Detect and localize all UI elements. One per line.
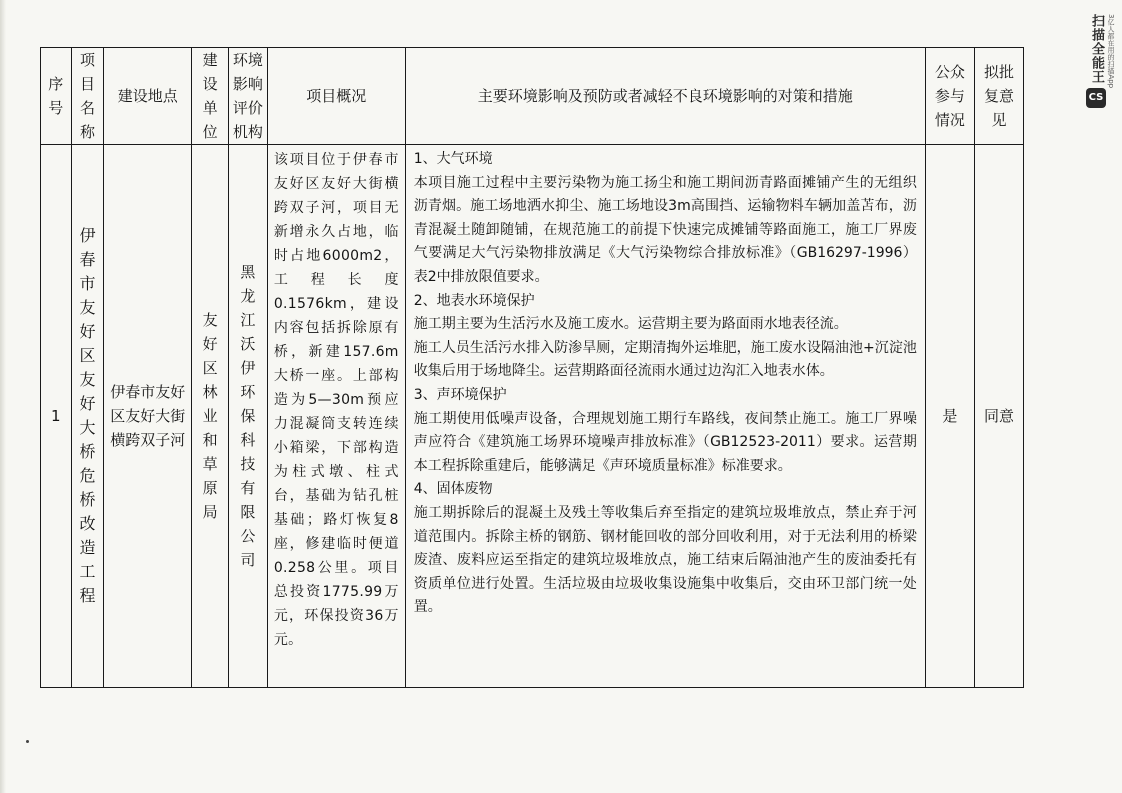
row-project-name: 伊春市友好区友好大桥危桥改造工程: [71, 145, 104, 688]
measure-heading-air: 1、大气环境: [413, 151, 493, 167]
cs-logo-icon: CS: [1086, 88, 1106, 108]
watermark-title: 扫描全能王: [1089, 14, 1104, 84]
row-location: 伊春市友好区友好大街横跨双子河: [104, 145, 192, 688]
header-construction-unit: 建设单位: [192, 48, 229, 145]
scanner-watermark: [1084, 14, 1118, 164]
measure-text-solid-waste: 施工期拆除后的混凝土及残土等收集后弃至指定的建筑垃圾堆放点，禁止弃于河道范围内。拆除主桥的钢筋、钢材能回收的部分回收利用，对于无法利用的桥梁废渣、废料应运至指定的建筑垃圾堆放点，施工结束后隔油池产生的废油委托有资质单位进行处置。生活垃圾由垃圾收集设施集中收集后，交由环卫部门统一处置。: [413, 504, 917, 616]
measure-text-noise: 施工期使用低噪声设备，合理规划施工期行车路线，夜间禁止施工。施工厂界噪声应符合《建筑施工场界环境噪声排放标准》（GB12523-2011）要求。运营期本工程拆除重建后，能够满足《声环境质量标准》标准要求。: [413, 410, 917, 474]
row-public-participation: 是: [925, 145, 974, 688]
header-eia-org: 环境影响评价机构: [228, 48, 267, 145]
measure-heading-noise: 3、声环境保护: [413, 386, 507, 403]
header-opinion: 拟批复意见: [974, 48, 1023, 145]
row-construction-unit: 友好区林业和草原局: [192, 145, 229, 688]
measure-heading-water: 2、地表水环境保护: [413, 292, 535, 309]
scan-speck: [26, 740, 29, 743]
row-index: 1: [41, 145, 72, 688]
row-eia-org: 黑龙江沃伊环保科技有限公司: [228, 145, 267, 688]
header-public-participation: 公众参与情况: [925, 48, 974, 145]
measure-text-water-1: 施工期主要为生活污水及施工废水。运营期主要为路面雨水地表径流。: [413, 316, 848, 333]
eia-approval-table: [40, 47, 1024, 688]
header-row: [41, 48, 1024, 145]
measure-text-air: 本项目施工过程中主要污染物为施工扬尘和施工期间沥青路面摊铺产生的无组织沥青烟。施工场地洒水抑尘、施工场地设3m高围挡、运输物料车辆加盖苫布，沥青混凝土随卸随铺，在规范施工的前提下快速完成摊铺等路面施工，施工厂界废气要满足大气污染物排放满足《大气污染物综合排放标准》（GB16297-1996）表2中排放限值要求。: [413, 174, 917, 285]
scan-edge: [0, 0, 6, 793]
row-overview: 该项目位于伊春市友好区友好大街横跨双子河，项目无新增永久占地，临时占地6000m2，工程长度0.1576km，建设内容包括拆除原有桥，新建157.6m大桥一座。上部构造为5—30m预应力混凝筒支转连续小箱梁，下部构造为柱式墩、柱式台，基础为钻孔桩基础；路灯恢复8座，修建临时便道0.258公里。项目总投资1775.99万元，环保投资36万元。: [267, 145, 405, 688]
header-overview: 项目概况: [267, 48, 405, 145]
row-measures: [405, 145, 925, 688]
row-opinion: 同意: [974, 145, 1023, 688]
table-row: [41, 145, 1024, 688]
watermark-subtitle: 3亿人都在用的扫描App: [1107, 14, 1115, 89]
header-index: 序号: [41, 48, 72, 145]
measure-text-water-2: 施工人员生活污水排入防渗旱厕，定期清掏外运堆肥，施工废水设隔油池+沉淀池收集后用于场地降尘。运营期路面径流雨水通过边沟汇入地表水体。: [413, 339, 917, 380]
header-location: 建设地点: [104, 48, 192, 145]
header-project-name: 项目名称: [71, 48, 104, 145]
header-measures: 主要环境影响及预防或者减轻不良环境影响的对策和措施: [405, 48, 925, 145]
measure-heading-solid-waste: 4、固体废物: [413, 481, 493, 498]
